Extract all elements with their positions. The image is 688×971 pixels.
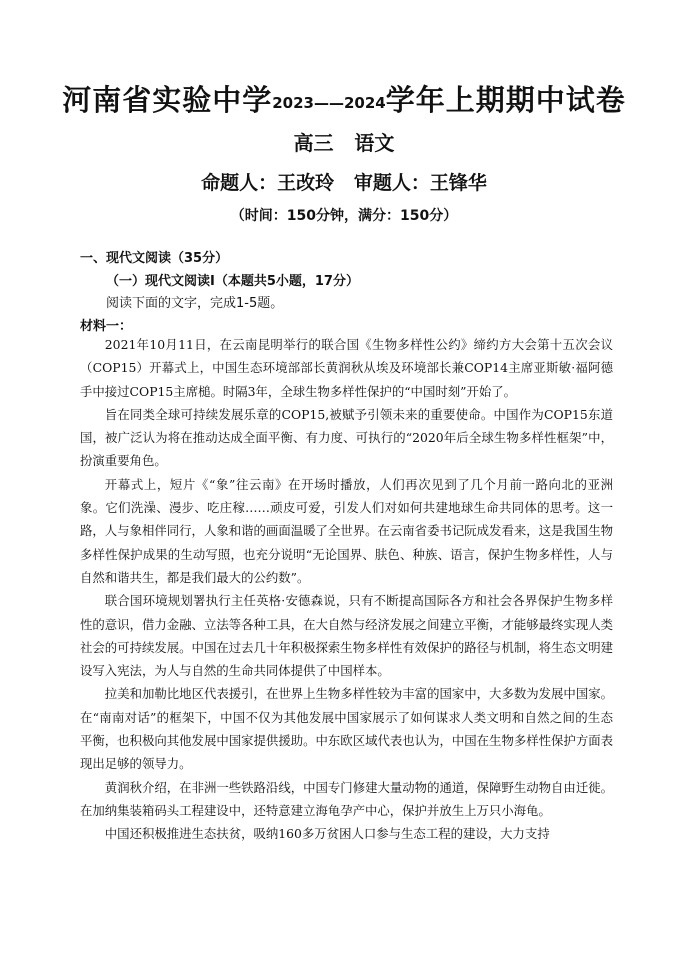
- exam-subject: 高三 语文: [293, 131, 395, 155]
- material-label: 材料一：: [80, 319, 133, 334]
- exam-time-info: （时间：150分钟，满分：150分）: [230, 208, 458, 224]
- title-term: 学年上期期中试卷: [385, 83, 626, 117]
- paragraph-3: 开幕式上，短片《“象”往云南》在开场时播放，人们再次见到了几个月前一路向北的亚洲象。它们洗澡、漫步、吃庄稼……顽皮可爱，引发人们对如何共建地球生命共同体的思考。这一路，人与象相伴同行，人象和谐的画面温暖了全世界。在云南省委书记阮成发看来，这是我国生物多样性保护成果的生动写照，也充分说明“无论国界、肤色、种族、语言，保护生物多样性，人与自然和谐共生，都是我们最大的公约数”。: [80, 476, 613, 585]
- title-years: 2023——2024: [272, 94, 386, 112]
- paragraph-2: 旨在同类全球可持续发展乐章的COP15,被赋予引领未来的重要使命。中国作为COP15东道国，被广泛认为将在推动达成全面平衡、有力度、可执行的“2020年后全球生物多样性框架”中，扮演重要角色。: [80, 406, 613, 469]
- exam-authors: 命题人：王改玲 审题人：王锋华: [201, 172, 487, 194]
- section-heading: 一、现代文阅读（35分）: [80, 251, 229, 266]
- title-school: 河南省实验中学: [62, 83, 273, 117]
- exam-title: [0, 78, 688, 119]
- reading-instruction: 阅读下面的文字，完成1-5题。: [106, 296, 284, 311]
- paragraph-1: 2021年10月11日，在云南昆明举行的联合国《生物多样性公约》缔约方大会第十五次会议（COP15）开幕式上，中国生态环境部部长黄润秋从埃及环境部长兼COP14主席亚斯敏·福阿德手中接过COP15主席槌。时隔3年，全球生物多样性保护的“中国时刻”开始了。: [80, 337, 613, 399]
- subsection-heading: （一）现代文阅读Ⅰ（本题共5小题，17分）: [106, 274, 359, 289]
- paragraph-4: 联合国环境规划署执行主任英格·安德森说，只有不断提高国际各方和社会各界保护生物多样性的意识，借力金融、立法等各种工具，在大自然与经济发展之间建立平衡，才能够最终实现人类社会的可持续发展。中国在过去几十年积极探索生物多样性有效保护的路径与机制，将生态文明建设写入宪法，为人与自然的生命共同体提供了中国样本。: [80, 593, 613, 679]
- paragraph-7: 中国还积极推进生态扶贫，吸纳160多万贫困人口参与生态工程的建设，大力支持: [104, 826, 550, 842]
- paragraph-5: 拉美和加勒比地区代表援引，在世界上生物多样性较为丰富的国家中，大多数为发展中国家。在“南南对话”的框架下，中国不仅为其他发展中国家展示了如何谋求人类文明和自然之间的生态平衡，也积极向其他发展中国家提供援助。中东欧区域代表也认为，中国在生物多样性保护方面表现出足够的领导力。: [80, 686, 613, 772]
- paragraph-6: 黄润秋介绍，在非洲一些铁路沿线，中国专门修建大量动物的通道，保障野生动物自由迁徙。在加纳集装箱码头工程建设中，还特意建立海龟孕产中心，保护并放生上万只小海龟。: [80, 779, 613, 818]
- material-body: [80, 333, 613, 846]
